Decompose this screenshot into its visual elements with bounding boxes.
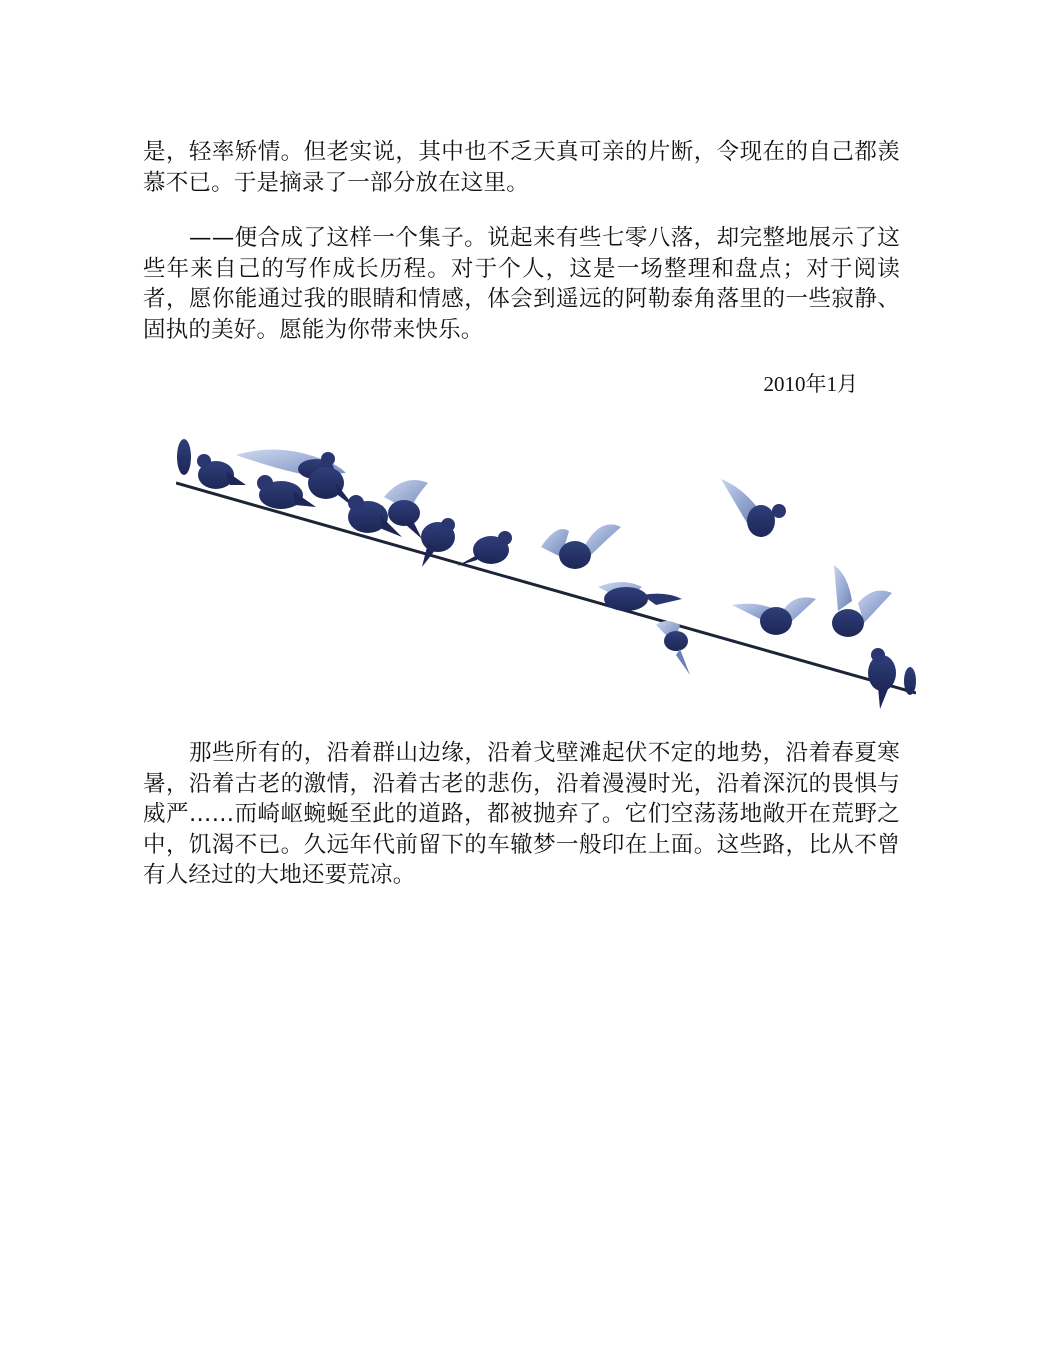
pigeon-flying [598,582,682,611]
pigeon-perched [197,454,246,489]
pigeon-perched [868,648,896,709]
pigeon-flying [721,479,786,537]
pigeon-flying [732,597,816,635]
pigeons-on-wire-illustration [176,425,916,715]
paragraph-3: 那些所有的，沿着群山边缘，沿着戈壁滩起伏不定的地势，沿着春夏寒暑，沿着古老的激情，沿着古老的悲伤，沿着漫漫时光，沿着深沉的畏惧与威严……而崎岖蜿蜒至此的道路，都被抛弃了。它们空荡荡地敞开在荒野之中，饥渴不已。久远年代前留下的车辙梦一般印在上面。这些路，比从不曾有人经过的大地还要荒凉。 [143,740,900,888]
pigeon-flying [832,565,892,637]
pigeon-flying [656,621,690,675]
pigeon-perched [457,531,512,566]
pigeons-on-wire-image [176,425,916,715]
pigeon-flying [541,524,621,569]
paragraph-2: ——便合成了这样一个集子。说起来有些七零八落，却完整地展示了这些年来自己的写作成长历程。对于个人，这是一场整理和盘点；对于阅读者，愿你能通过我的眼睛和情感，体会到遥远的阿勒泰角落里的一些寂静、固执的美好。愿能为你带来快乐。 [143,225,900,343]
pigeon-perched [904,667,916,695]
date-signature: 2010年1月 [763,372,858,396]
paragraph-1: 是，轻率矫情。但老实说，其中也不乏天真可亲的片断，令现在的自己都羡慕不已。于是摘录了一部分放在这里。 [143,139,900,196]
wire [176,483,916,693]
pigeon-perched [177,439,191,475]
pigeon-perched [257,475,316,509]
